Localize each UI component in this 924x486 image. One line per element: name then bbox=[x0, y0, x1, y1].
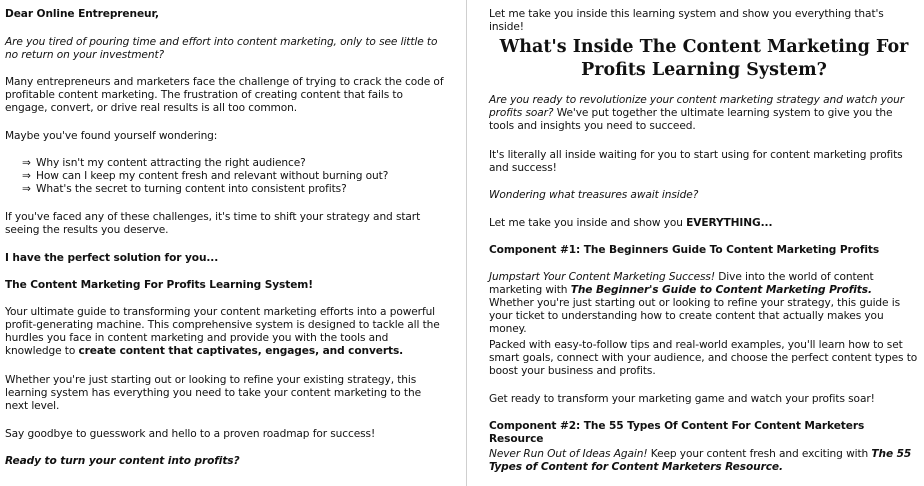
solution-line: I have the perfect solution for you... bbox=[5, 252, 219, 264]
component-1-title: Component #1: The Beginners Guide To Content Marketing Profits bbox=[489, 244, 880, 256]
product-name: The Content Marketing For Profits Learning System! bbox=[5, 279, 313, 291]
goodbye-paragraph: Say goodbye to guesswork and hello to a proven roadmap for success! bbox=[5, 428, 376, 440]
literally-paragraph: It's literally all inside waiting for you to start using for content marketing profits and success! bbox=[489, 149, 903, 174]
intro-question: Are you tired of pouring time and effort into content marketing, only to see little to no return on your investment? bbox=[5, 36, 438, 61]
arrow-icon: ⇒ bbox=[22, 170, 31, 182]
arrow-icon: ⇒ bbox=[22, 183, 31, 195]
list-item: ⇒ What's the secret to turning content into consistent profits? bbox=[22, 183, 347, 195]
inside-paragraph: Let me take you inside this learning system and show you everything that's inside! bbox=[489, 8, 884, 33]
component-2-paragraph: Never Run Out of Ideas Again! Keep your content fresh and exciting with The 55 Types of Content for Content Marketers Resource. bbox=[489, 448, 912, 473]
show-paragraph: Let me take you inside and show you EVERYTHING... bbox=[489, 217, 773, 229]
component-2-title: Component #2: The 55 Types Of Content For Content Marketers Resource bbox=[489, 420, 865, 445]
treasures-line: Wondering what treasures await inside? bbox=[489, 189, 699, 201]
challenge-paragraph: Many entrepreneurs and marketers face the challenge of trying to crack the code of profitable content marketing. The frustration of creating content that fails to engage, convert, or drive real results is all too common. bbox=[5, 76, 444, 114]
get-ready-line: Get ready to transform your marketing game and watch your profits soar! bbox=[489, 393, 875, 405]
shift-paragraph: If you've faced any of these challenges, it's time to shift your strategy and start seeing the results you deserve. bbox=[5, 211, 421, 236]
arrow-icon: ⇒ bbox=[22, 157, 31, 169]
greeting: Dear Online Entrepreneur, bbox=[5, 8, 159, 20]
column-divider bbox=[466, 0, 467, 486]
whether-paragraph: Whether you're just starting out or looking to refine your existing strategy, this learning system has everything you need to take your content marketing to the next level. bbox=[5, 374, 422, 412]
guide-paragraph: Your ultimate guide to transforming your content marketing efforts into a powerful profit-generating machine. This comprehensive system is designed to tackle all the hurdles you face in content marketing and provide you with the tools and knowledge to create content that captivates, engages, and converts. bbox=[5, 306, 440, 357]
section-heading: What's Inside The Content Marketing For Profits Learning System? bbox=[499, 37, 909, 80]
ready-line: Ready to turn your content into profits? bbox=[5, 455, 240, 467]
question-list bbox=[5, 157, 447, 196]
list-item: ⇒ How can I keep my content fresh and relevant without burning out? bbox=[22, 170, 389, 182]
list-item: ⇒ Why isn't my content attracting the right audience? bbox=[22, 157, 306, 169]
wondering-paragraph: Maybe you've found yourself wondering: bbox=[5, 130, 218, 142]
component-1-paragraph: Jumpstart Your Content Marketing Success! Dive into the world of content marketing with The Beginner's Guide to Content Marketing Profits. Whether you're just starting out or looking to refine your strategy, this guide is your ticket to understanding how to create content that actually makes you money. bbox=[489, 271, 901, 335]
revolutionize-paragraph: Are you ready to revolutionize your content marketing strategy and watch your profits soar? We've put together the ultimate learning system to give you the tools and insights you need to succeed. bbox=[489, 94, 905, 132]
packed-paragraph: Packed with easy-to-follow tips and real-world examples, you'll learn how to set smart goals, connect with your audience, and choose the perfect content types to boost your business and profits. bbox=[489, 339, 918, 377]
